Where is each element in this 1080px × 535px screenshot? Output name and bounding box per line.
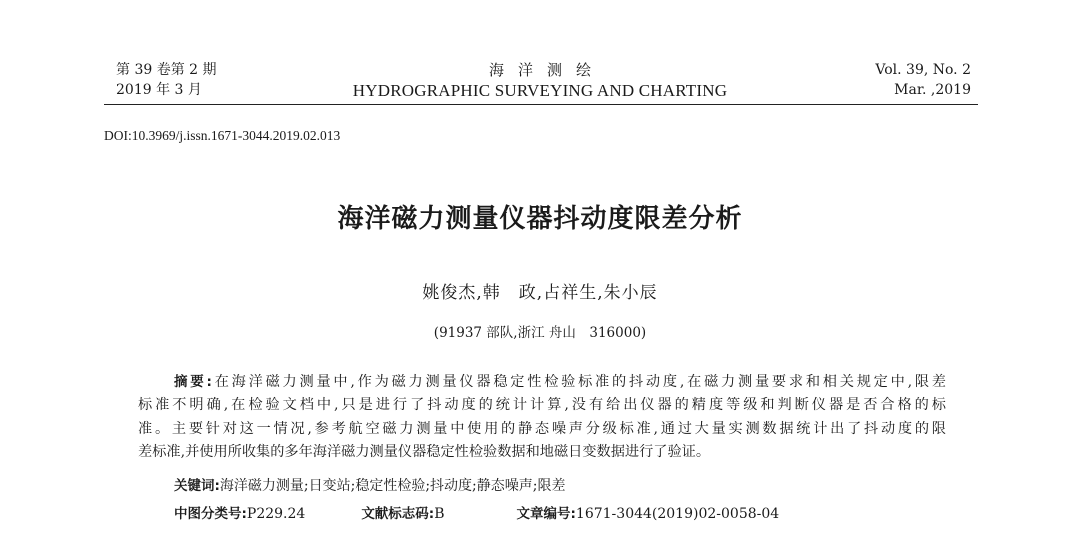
authors: 姚俊杰,韩 政,占祥生,朱小辰 [422, 283, 658, 303]
abstract [138, 371, 946, 465]
classification-line [174, 502, 779, 522]
keywords-label: 关键词: [174, 478, 220, 494]
article-number-label: 文章编号: [516, 506, 576, 522]
header-rule [104, 104, 978, 105]
volume-issue: 第 39 卷第 2 期 [116, 62, 217, 78]
doi[interactable]: DOI:10.3969/j.issn.1671-3044.2019.02.013 [104, 128, 341, 143]
doc-code-value: B [434, 506, 445, 522]
issue-info-en [875, 60, 971, 100]
keywords [174, 474, 566, 495]
abstract-line: 标准不明确,在检验文档中,只是进行了抖动度的统计计算,没有给出仪器的精度等级和判断仪器是否合格的标 [138, 397, 946, 414]
journal-name-cn: 海洋测绘 [488, 61, 605, 79]
volume-issue-en: Vol. 39, No. 2 [875, 62, 971, 78]
issue-date-en: Mar. ,2019 [894, 82, 971, 98]
doc-code-label: 文献标志码: [361, 506, 435, 522]
paper-title: 海洋磁力测量仪器抖动度限差分析 [337, 204, 743, 234]
abstract-text: 在海洋磁力测量中,作为磁力测量仪器稳定性检验标准的抖动度,在磁力测量要求和相关规定中,限差 [211, 374, 946, 390]
abstract-label: 摘要: [174, 374, 212, 390]
article-number-value: 1671-3044(2019)02-0058-04 [575, 506, 780, 522]
abstract-line: 差标准,并使用所收集的多年海洋磁力测量仪器稳定性检验数据和地磁日变数据进行了验证。 [138, 444, 711, 461]
abstract-line: 准。主要针对这一情况,参考航空磁力测量中使用的静态噪声分级标准,通过大量实测数据统计出了抖动度的限 [138, 420, 946, 437]
issue-date: 2019 年 3 月 [116, 82, 202, 98]
journal-name-en: HYDROGRAPHIC SURVEYING AND CHARTING [352, 81, 728, 100]
clc-value: P229.24 [246, 506, 306, 522]
clc-label: 中图分类号: [174, 506, 247, 522]
affiliation: (91937 部队,浙江 舟山 316000) [433, 325, 647, 341]
keywords-text: 海洋磁力测量;日变站;稳定性检验;抖动度;静态噪声;限差 [219, 478, 566, 494]
abstract-line [138, 371, 946, 394]
